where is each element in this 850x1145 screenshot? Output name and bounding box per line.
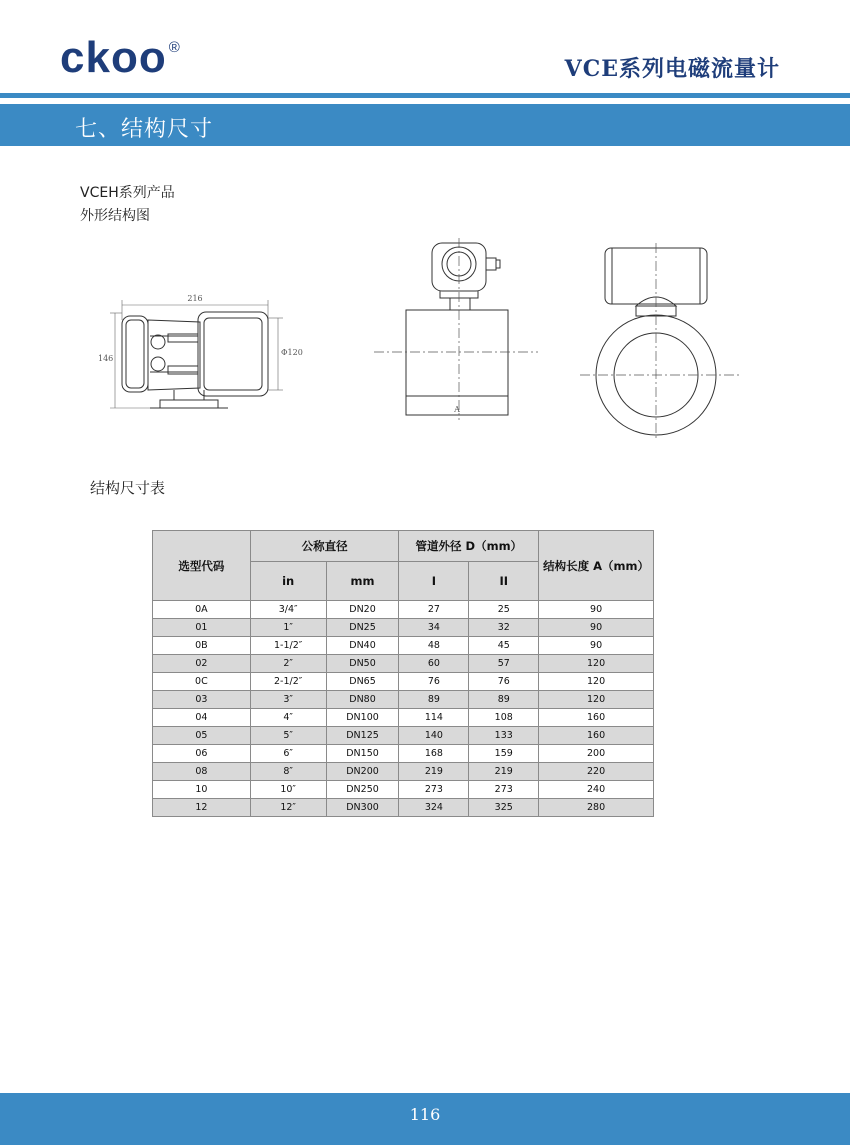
table-row [153, 727, 654, 745]
cell-model-code: 08 [153, 763, 251, 781]
table-row [153, 619, 654, 637]
end-view-drawing [580, 243, 742, 438]
cell-length: 200 [539, 745, 654, 763]
cell-od-ii: 25 [469, 601, 539, 619]
cell-length: 120 [539, 691, 654, 709]
cell-model-code: 03 [153, 691, 251, 709]
cell-dn: DN20 [326, 601, 399, 619]
cell-length: 280 [539, 799, 654, 817]
cell-dn: DN150 [326, 745, 399, 763]
cell-od-ii: 76 [469, 673, 539, 691]
dimension-table [152, 530, 654, 817]
cell-inch: 12″ [250, 799, 326, 817]
outline-drawing-label: 外形结构图 [80, 208, 150, 224]
cell-od-i: 219 [399, 763, 469, 781]
cell-dn: DN40 [326, 637, 399, 655]
cell-model-code: 10 [153, 781, 251, 799]
cell-od-i: 60 [399, 655, 469, 673]
cell-length: 160 [539, 727, 654, 745]
table-row [153, 655, 654, 673]
header-mm: mm [326, 562, 399, 601]
cell-od-ii: 32 [469, 619, 539, 637]
diameter-dimension-label: Φ120 [281, 348, 303, 357]
cell-dn: DN65 [326, 673, 399, 691]
header-pipe-outer-diameter: 管道外径 D（mm） [399, 531, 539, 562]
table-row [153, 709, 654, 727]
logo-text: ckoo [60, 33, 167, 82]
cell-od-ii: 57 [469, 655, 539, 673]
cell-dn: DN50 [326, 655, 399, 673]
cell-od-ii: 159 [469, 745, 539, 763]
table-row [153, 673, 654, 691]
cell-od-ii: 219 [469, 763, 539, 781]
cell-od-i: 273 [399, 781, 469, 799]
cell-od-ii: 273 [469, 781, 539, 799]
cell-length: 240 [539, 781, 654, 799]
table-row [153, 763, 654, 781]
cell-od-i: 27 [399, 601, 469, 619]
cell-length: 220 [539, 763, 654, 781]
cell-length: 120 [539, 655, 654, 673]
table-body [153, 601, 654, 817]
table-title: 结构尺寸表 [90, 479, 166, 497]
cell-inch: 10″ [250, 781, 326, 799]
side-view-drawing [110, 300, 283, 408]
header-type-ii: II [469, 562, 539, 601]
cell-od-i: 76 [399, 673, 469, 691]
cell-dn: DN25 [326, 619, 399, 637]
cell-inch: 3″ [250, 691, 326, 709]
header-type-i: I [399, 562, 469, 601]
cell-inch: 8″ [250, 763, 326, 781]
cell-inch: 1-1/2″ [250, 637, 326, 655]
cell-inch: 2-1/2″ [250, 673, 326, 691]
cell-length: 160 [539, 709, 654, 727]
cell-model-code: 12 [153, 799, 251, 817]
width-dimension-label: 216 [187, 294, 203, 303]
cell-inch: 5″ [250, 727, 326, 745]
cell-model-code: 0C [153, 673, 251, 691]
header-model-code: 选型代码 [153, 531, 251, 601]
cell-dn: DN80 [326, 691, 399, 709]
cell-dn: DN250 [326, 781, 399, 799]
cell-dn: DN300 [326, 799, 399, 817]
cell-inch: 4″ [250, 709, 326, 727]
cell-length: 90 [539, 601, 654, 619]
header-nominal-diameter: 公称直径 [250, 531, 399, 562]
cell-length: 90 [539, 619, 654, 637]
height-dimension-label: 146 [98, 354, 114, 363]
page-number: 116 [409, 1105, 441, 1124]
cell-dn: DN100 [326, 709, 399, 727]
cell-od-i: 89 [399, 691, 469, 709]
cell-od-ii: 133 [469, 727, 539, 745]
length-dimension-label: A [454, 405, 460, 414]
cell-model-code: 05 [153, 727, 251, 745]
cell-od-ii: 45 [469, 637, 539, 655]
cell-inch: 3/4″ [250, 601, 326, 619]
cell-inch: 2″ [250, 655, 326, 673]
cell-od-i: 114 [399, 709, 469, 727]
header-structure-length: 结构长度 A（mm） [539, 531, 654, 601]
front-view-drawing [374, 238, 538, 420]
table-row [153, 745, 654, 763]
cell-model-code: 02 [153, 655, 251, 673]
cell-od-i: 324 [399, 799, 469, 817]
cell-model-code: 06 [153, 745, 251, 763]
header-inch: in [250, 562, 326, 601]
product-series-label: VCEH系列产品 [80, 185, 175, 201]
cell-od-i: 140 [399, 727, 469, 745]
cell-od-ii: 325 [469, 799, 539, 817]
section-title: 七、结构尺寸 [75, 117, 214, 142]
table-row [153, 799, 654, 817]
cell-model-code: 04 [153, 709, 251, 727]
cell-od-ii: 89 [469, 691, 539, 709]
cell-od-ii: 108 [469, 709, 539, 727]
cell-inch: 1″ [250, 619, 326, 637]
cell-length: 120 [539, 673, 654, 691]
cell-od-i: 48 [399, 637, 469, 655]
cell-model-code: 0B [153, 637, 251, 655]
cell-model-code: 0A [153, 601, 251, 619]
cell-od-i: 168 [399, 745, 469, 763]
outline-drawings [0, 0, 850, 470]
cell-od-i: 34 [399, 619, 469, 637]
cell-length: 90 [539, 637, 654, 655]
cell-inch: 6″ [250, 745, 326, 763]
table-row [153, 691, 654, 709]
cell-dn: DN125 [326, 727, 399, 745]
footer-bar [0, 1093, 850, 1145]
registered-mark: ® [168, 39, 181, 56]
table-row [153, 601, 654, 619]
document-title: VCE系列电磁流量计 [564, 56, 780, 82]
table-row [153, 781, 654, 799]
table-row [153, 637, 654, 655]
cell-dn: DN200 [326, 763, 399, 781]
cell-model-code: 01 [153, 619, 251, 637]
